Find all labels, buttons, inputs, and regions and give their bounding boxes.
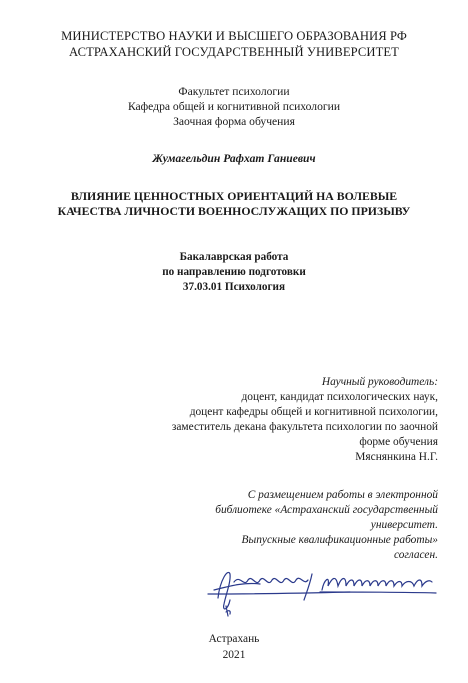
work-code: 37.03.01 Психология bbox=[182, 281, 286, 293]
signature-stroke bbox=[322, 578, 432, 590]
department-name: Кафедра общей и когнитивной психологии bbox=[127, 100, 341, 113]
supervisor-name: Мяснянкина Н.Г. bbox=[355, 451, 438, 463]
work-type: Бакалаврская работа bbox=[179, 251, 289, 263]
placement-line: согласен. bbox=[393, 549, 438, 561]
supervisor-line: форме обучения bbox=[359, 436, 438, 448]
thesis-title bbox=[0, 189, 468, 219]
placement-line: С размещением работы в электронной bbox=[247, 489, 438, 501]
supervisor-block bbox=[108, 375, 438, 465]
supervisor-line: заместитель декана факультета психологии по заочной bbox=[171, 421, 438, 433]
footer-year: 2021 bbox=[222, 649, 246, 661]
signature-stroke bbox=[218, 572, 230, 608]
signature-stroke bbox=[304, 574, 312, 600]
university-name: АСТРАХАНСКИЙ ГОСУДАРСТВЕННЫЙ УНИВЕРСИТЕТ bbox=[69, 45, 399, 59]
footer-block bbox=[0, 631, 468, 663]
ministry-header bbox=[0, 28, 468, 60]
ministry-name: МИНИСТЕРСТВО НАУКИ И ВЫСШЕГО ОБРАЗОВАНИЯ РФ bbox=[61, 29, 407, 43]
placement-line: библиотеке «Астраханский государственный bbox=[215, 504, 438, 516]
faculty-block bbox=[0, 84, 468, 129]
signature-stroke bbox=[226, 606, 230, 616]
work-direction: по направлению подготовки bbox=[162, 266, 306, 278]
supervisor-line: доцент, кандидат психологических наук, bbox=[241, 391, 438, 403]
placement-line: университет. bbox=[370, 519, 438, 531]
faculty-name: Факультет психологии bbox=[178, 85, 290, 98]
supervisor-label: Научный руководитель: bbox=[321, 376, 438, 388]
thesis-title-line: ВЛИЯНИЕ ЦЕННОСТНЫХ ОРИЕНТАЦИЙ НА ВОЛЕВЫЕ bbox=[70, 189, 398, 203]
author-name: Жумагельдин Рафхат Ганиевич bbox=[152, 152, 316, 165]
thesis-title-line: КАЧЕСТВА ЛИЧНОСТИ ВОЕННОСЛУЖАЩИХ ПО ПРИЗЫВУ bbox=[57, 204, 411, 218]
footer-city: Астрахань bbox=[208, 633, 260, 645]
signature-stroke bbox=[234, 578, 308, 582]
work-type-block bbox=[0, 250, 468, 295]
placement-consent-block bbox=[158, 488, 438, 563]
supervisor-line: доцент кафедры общей и когнитивной психологии, bbox=[189, 406, 438, 418]
signature-image bbox=[200, 560, 440, 618]
study-form: Заочная форма обучения bbox=[173, 115, 295, 128]
placement-line: Выпускные квалификационные работы» bbox=[241, 534, 438, 546]
